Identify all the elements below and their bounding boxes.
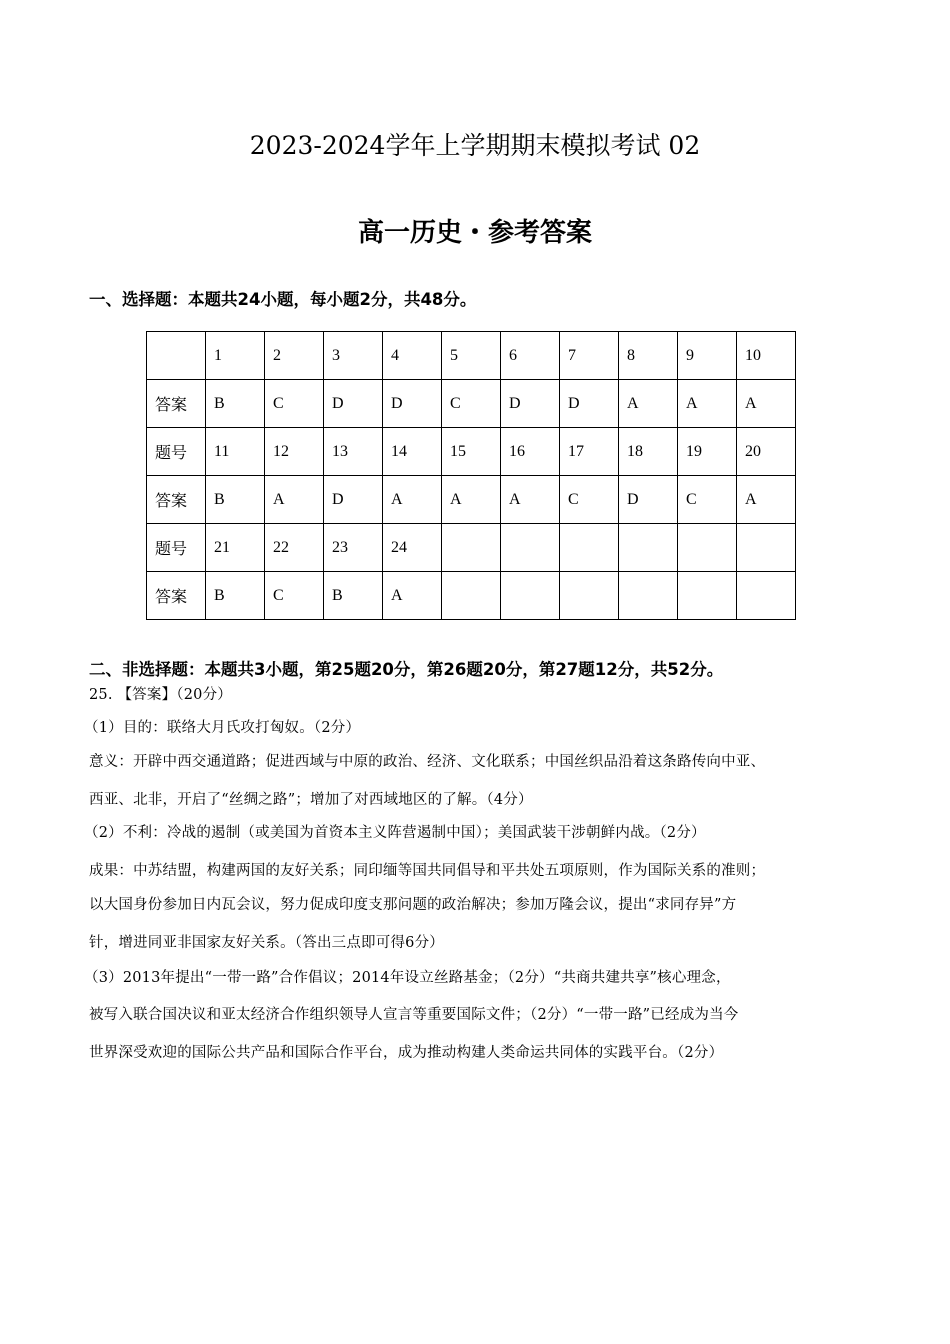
table-cell: C	[265, 380, 324, 428]
table-cell: B	[206, 476, 265, 524]
table-cell: A	[619, 380, 678, 428]
table-row	[147, 524, 796, 572]
table-cell	[737, 524, 796, 572]
table-cell: B	[206, 380, 265, 428]
table-cell	[678, 524, 737, 572]
table-cell: 13	[324, 428, 383, 476]
table-cell: 24	[383, 524, 442, 572]
row-header-cell: 答案	[147, 380, 206, 428]
table-cell: 20	[737, 428, 796, 476]
document-title: 2023-2024学年上学期期末模拟考试 02	[249, 131, 701, 160]
table-cell	[619, 524, 678, 572]
table-cell: 17	[560, 428, 619, 476]
table-cell: A	[383, 476, 442, 524]
table-cell: 19	[678, 428, 737, 476]
table-cell: 4	[383, 332, 442, 380]
table-cell: 22	[265, 524, 324, 572]
row-header-cell	[147, 332, 206, 380]
section-heading-nonchoice: 二、非选择题：本题共3小题，第25题20分，第26题20分，第27题12分，共52分。	[89, 660, 724, 679]
table-cell	[442, 524, 501, 572]
table-cell: 12	[265, 428, 324, 476]
table-cell: 3	[324, 332, 383, 380]
table-cell: D	[383, 380, 442, 428]
table-cell	[560, 524, 619, 572]
table-cell: A	[265, 476, 324, 524]
answer-text-line: （3）2013年提出“一带一路”合作倡议；2014年设立丝路基金；（2分）“共商共建共享”核心理念，	[84, 970, 731, 986]
row-header-cell: 题号	[147, 524, 206, 572]
table-cell: 16	[501, 428, 560, 476]
table-cell: 21	[206, 524, 265, 572]
row-header-cell: 题号	[147, 428, 206, 476]
table-cell: A	[678, 380, 737, 428]
row-header-cell: 答案	[147, 476, 206, 524]
table-row	[147, 380, 796, 428]
table-cell: 14	[383, 428, 442, 476]
table-cell: 8	[619, 332, 678, 380]
table-cell: 15	[442, 428, 501, 476]
table-cell: 7	[560, 332, 619, 380]
table-cell: C	[678, 476, 737, 524]
answer-text-line: 25. 【答案】（20分）	[89, 687, 232, 703]
row-header-cell: 答案	[147, 572, 206, 620]
table-row	[147, 332, 796, 380]
table-row	[147, 572, 796, 620]
section-heading-choice: 一、选择题：本题共24小题，每小题2分，共48分。	[89, 290, 477, 309]
table-cell: 23	[324, 524, 383, 572]
table-cell: C	[560, 476, 619, 524]
answer-text-line: （2）不利：冷战的遏制（或美国为首资本主义阵营遏制中国）；美国武装干涉朝鲜内战。（2分）	[84, 825, 706, 841]
table-cell	[619, 572, 678, 620]
table-cell: 1	[206, 332, 265, 380]
table-cell	[501, 524, 560, 572]
table-cell: 6	[501, 332, 560, 380]
answer-text-line: 世界深受欢迎的国际公共产品和国际合作平台，成为推动构建人类命运共同体的实践平台。（2分）	[89, 1045, 724, 1061]
table-cell: B	[324, 572, 383, 620]
answer-text-line: 被写入联合国决议和亚太经济合作组织领导人宣言等重要国际文件；（2分）“一带一路”已经成为当今	[89, 1007, 739, 1023]
answer-text-line: 西亚、北非，开启了“丝绸之路”；增加了对西域地区的了解。（4分）	[89, 792, 533, 808]
table-row	[147, 476, 796, 524]
table-cell: A	[501, 476, 560, 524]
table-cell: 5	[442, 332, 501, 380]
document-subtitle: 高一历史・参考答案	[357, 218, 592, 248]
table-row	[147, 428, 796, 476]
table-cell: A	[737, 380, 796, 428]
table-cell: C	[265, 572, 324, 620]
table-cell	[501, 572, 560, 620]
answer-text-line: （1）目的：联络大月氏攻打匈奴。（2分）	[84, 720, 361, 736]
table-cell: D	[324, 380, 383, 428]
answer-table	[146, 331, 796, 620]
table-cell: 18	[619, 428, 678, 476]
answer-text-line: 意义：开辟中西交通道路；促进西域与中原的政治、经济、文化联系；中国丝织品沿着这条路传向中亚、	[89, 754, 766, 770]
table-cell: D	[560, 380, 619, 428]
table-cell: D	[324, 476, 383, 524]
answer-text-line: 成果：中苏结盟，构建两国的友好关系；同印缅等国共同倡导和平共处五项原则，作为国际关系的准则；	[89, 863, 766, 879]
table-cell	[737, 572, 796, 620]
table-cell: 2	[265, 332, 324, 380]
answer-text-line: 以大国身份参加日内瓦会议，努力促成印度支那问题的政治解决；参加万隆会议，提出“求同存异”方	[89, 897, 737, 913]
table-cell	[560, 572, 619, 620]
table-cell: B	[206, 572, 265, 620]
table-cell: D	[501, 380, 560, 428]
table-cell: 10	[737, 332, 796, 380]
table-cell: 11	[206, 428, 265, 476]
table-cell: 9	[678, 332, 737, 380]
table-cell: A	[383, 572, 442, 620]
table-cell: A	[442, 476, 501, 524]
answer-text-line: 针，增进同亚非国家友好关系。（答出三点即可得6分）	[89, 935, 444, 951]
table-cell: A	[737, 476, 796, 524]
table-cell	[442, 572, 501, 620]
table-cell	[678, 572, 737, 620]
table-cell: D	[619, 476, 678, 524]
table-cell: C	[442, 380, 501, 428]
